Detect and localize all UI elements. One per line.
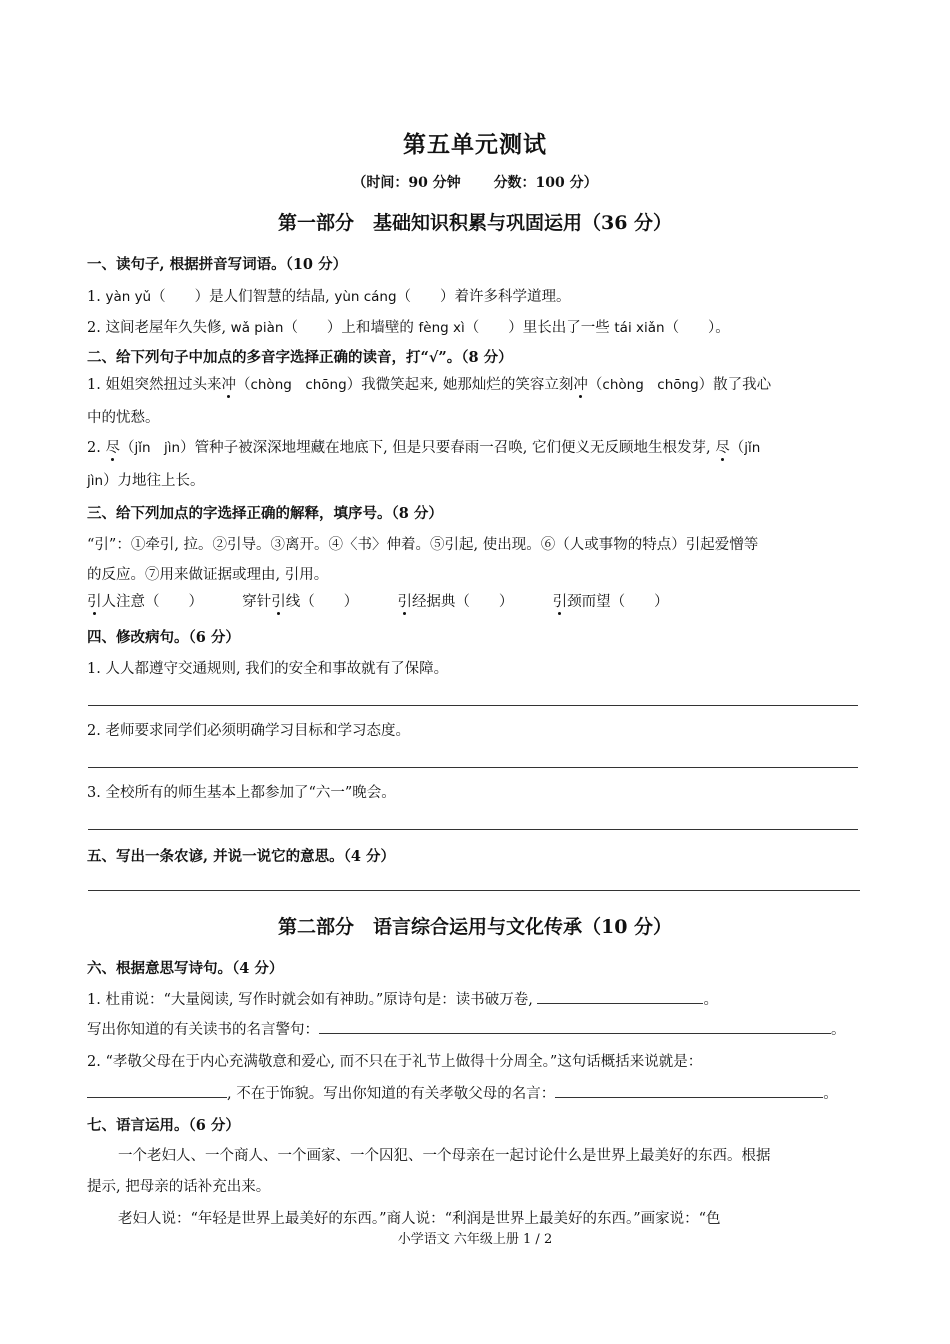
fill-blank[interactable] — [537, 989, 703, 1004]
s4-question-3: 3. 全校所有的师生基本上都参加了“六一”晚会。 — [87, 785, 396, 801]
fill-blank[interactable] — [319, 1019, 831, 1034]
fill-blank[interactable] — [555, 1083, 823, 1098]
part-two-heading: 第二部分 语言综合运用与文化传承（10 分） — [277, 916, 673, 938]
page-footer: 小学语文 六年级上册 1 / 2 — [397, 1232, 553, 1247]
s4-question-2: 2. 老师要求同学们必须明确学习目标和学习态度。 — [87, 723, 410, 739]
s1-question-2: 2. 这间老屋年久失修, wǎ piàn（ ）上和墙壁的 fèng xì（ ）里长出了一些 tái xiǎn（ ）。 — [87, 320, 730, 336]
exam-meta — [0, 172, 950, 192]
section-three-heading: 三、给下列加点的字选择正确的解释，填序号。（8 分） — [87, 505, 443, 522]
s7-paragraph-1-cont: 提示, 把母亲的话补充出来。 — [87, 1179, 271, 1195]
s6-question-1: 1. 杜甫说：“大量阅读, 写作时就会如有神助。”原诗句是：读书破万卷, 。 — [87, 988, 718, 1009]
s7-paragraph-2: 老妇人说：“年轻是世界上最美好的东西。”商人说：“利润是世界上最美好的东西。”画家说：“色 — [118, 1211, 721, 1227]
answer-line[interactable] — [88, 829, 858, 830]
s3-item: 引颈而望（ ） — [552, 594, 669, 610]
section-four-heading: 四、修改病句。（6 分） — [87, 629, 240, 646]
s6-question-2b: , 不在于饰貌。写出你知道的有关孝敬父母的名言： 。 — [87, 1082, 838, 1103]
answer-line[interactable] — [88, 705, 858, 706]
section-six-heading: 六、根据意思写诗句。（4 分） — [87, 960, 284, 977]
s7-paragraph-1: 一个老妇人、一个商人、一个画家、一个囚犯、一个母亲在一起讨论什么是世界上最美好的东西。根据 — [118, 1148, 771, 1164]
answer-line[interactable] — [88, 767, 858, 768]
s6-question-2: 2. “孝敬父母在于内心充满敬意和爱心, 而不只在于礼节上做得十分周全。”这句话概括来说就是： — [87, 1054, 703, 1070]
s2-question-2-cont: jìn）力地往上长。 — [87, 473, 205, 489]
section-seven-heading: 七、语言运用。（6 分） — [87, 1117, 240, 1134]
section-five-heading: 五、写出一条农谚, 并说一说它的意思。（4 分） — [87, 848, 395, 865]
exam-score: 分数：100 分） — [493, 175, 598, 191]
page-title: 第五单元测试 — [403, 131, 547, 158]
s3-item: 引人注意（ ） — [87, 594, 203, 610]
answer-line[interactable] — [88, 890, 860, 891]
section-two-heading: 二、给下列句子中加点的多音字选择正确的读音，打“√”。（8 分） — [87, 349, 513, 366]
s4-question-1: 1. 人人都遵守交通规则, 我们的安全和事故就有了保障。 — [87, 661, 449, 677]
s3-item: 穿针引线（ ） — [242, 594, 359, 610]
s3-items — [87, 590, 669, 611]
s6-question-1b: 写出你知道的有关读书的名言警句： 。 — [87, 1018, 846, 1039]
s3-definitions-cont: 的反应。⑦用来做证据或理由, 引用。 — [87, 567, 329, 583]
s2-question-1-cont: 中的忧愁。 — [87, 410, 160, 426]
s2-question-1: 1. 姐姐突然扭过头来冲（chòng chōng）我微笑起来, 她那灿烂的笑容立刻冲（chòng chōng）散了我心 — [87, 377, 772, 393]
part-one-heading: 第一部分 基础知识积累与巩固运用（36 分） — [277, 212, 673, 234]
s3-item: 引经据典（ ） — [397, 594, 514, 610]
section-one-heading: 一、读句子, 根据拼音写词语。（10 分） — [87, 256, 348, 273]
s3-definitions: “引”：①牵引, 拉。②引导。③离开。④〈书〉伸着。⑤引起, 使出现。⑥（人或事物的特点）引起爱憎等 — [87, 537, 759, 553]
fill-blank[interactable] — [87, 1083, 227, 1098]
s1-question-1: 1. yàn yǔ（ ）是人们智慧的结晶, yùn cáng（ ）着许多科学道理。 — [87, 289, 571, 305]
exam-time: （时间：90 分钟 — [352, 175, 461, 191]
s2-question-2: 2. 尽（jǐn jìn）管种子被深深地埋藏在地底下, 但是只要春雨一召唤, 它们便义无反顾地生根发芽, 尽（jǐn — [87, 440, 761, 456]
